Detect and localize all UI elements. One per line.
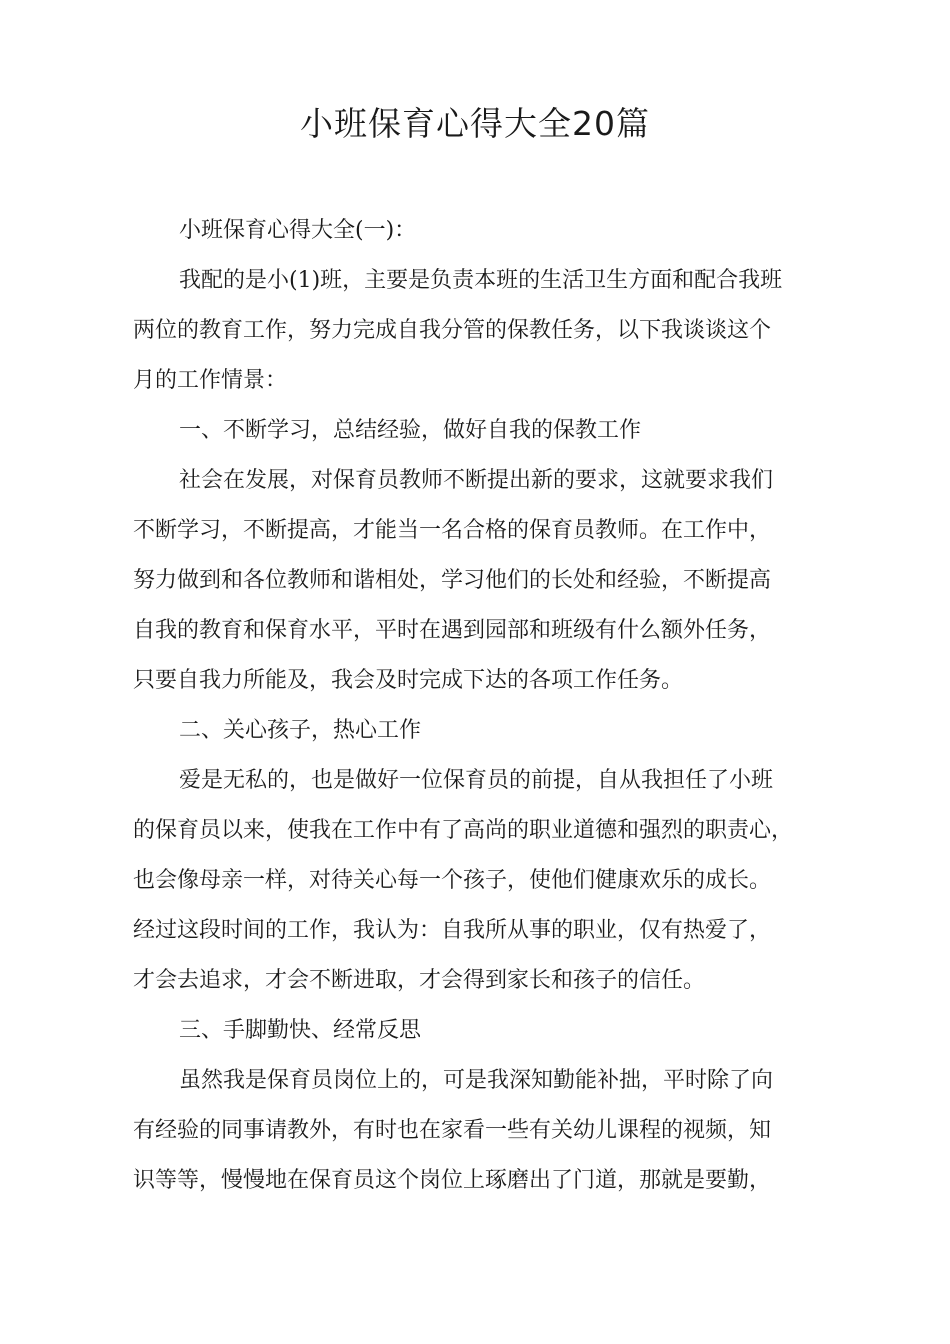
paragraph-line: 爱是无私的，也是做好一位保育员的前提，自从我担任了小班 (179, 768, 774, 793)
paragraph-line: 不断学习，不断提高，才能当一名合格的保育员教师。在工作中， (133, 518, 772, 543)
paragraph-line: 只要自我力所能及，我会及时完成下达的各项工作任务。 (133, 668, 684, 693)
paragraph-line: 虽然我是保育员岗位上的，可是我深知勤能补拙，平时除了向 (179, 1068, 774, 1093)
paragraph-line: 有经验的同事请教外，有时也在家看一些有关幼儿课程的视频，知 (133, 1118, 772, 1143)
subheading-2: 二、关心孩子，热心工作 (179, 718, 422, 743)
paragraph-line: 也会像母亲一样，对待关心每一个孩子，使他们健康欢乐的成长。 (133, 868, 772, 893)
paragraph-line: 月的工作情景： (133, 368, 288, 393)
document-body (133, 206, 833, 1206)
paragraph-4 (133, 1056, 833, 1206)
paragraph-line: 自我的教育和保育水平，平时在遇到园部和班级有什么额外任务， (133, 618, 772, 643)
subheading-3: 三、手脚勤快、经常反思 (179, 1018, 422, 1043)
document-title: 小班保育心得大全20篇 (300, 104, 650, 143)
paragraph-line: 的保育员以来，使我在工作中有了高尚的职业道德和强烈的职责心， (133, 818, 794, 843)
paragraph-1 (133, 256, 833, 406)
paragraph-line: 社会在发展，对保育员教师不断提出新的要求，这就要求我们 (179, 468, 774, 493)
paragraph-line: 经过这段时间的工作，我认为：自我所从事的职业，仅有热爱了， (133, 918, 772, 943)
paragraph-line: 努力做到和各位教师和谐相处，学习他们的长处和经验，不断提高 (133, 568, 772, 593)
paragraph-line: 我配的是小(1)班，主要是负责本班的生活卫生方面和配合我班 (179, 268, 783, 293)
paragraph-line: 识等等，慢慢地在保育员这个岗位上琢磨出了门道，那就是要勤， (133, 1168, 772, 1193)
paragraph-line: 才会去追求，才会不断进取，才会得到家长和孩子的信任。 (133, 968, 706, 993)
subheading-1: 一、不断学习，总结经验，做好自我的保教工作 (179, 418, 642, 443)
section-heading: 小班保育心得大全(一)： (179, 218, 417, 243)
paragraph-3 (133, 756, 833, 1006)
paragraph-line: 两位的教育工作，努力完成自我分管的保教任务，以下我谈谈这个 (133, 318, 772, 343)
paragraph-2 (133, 456, 833, 706)
